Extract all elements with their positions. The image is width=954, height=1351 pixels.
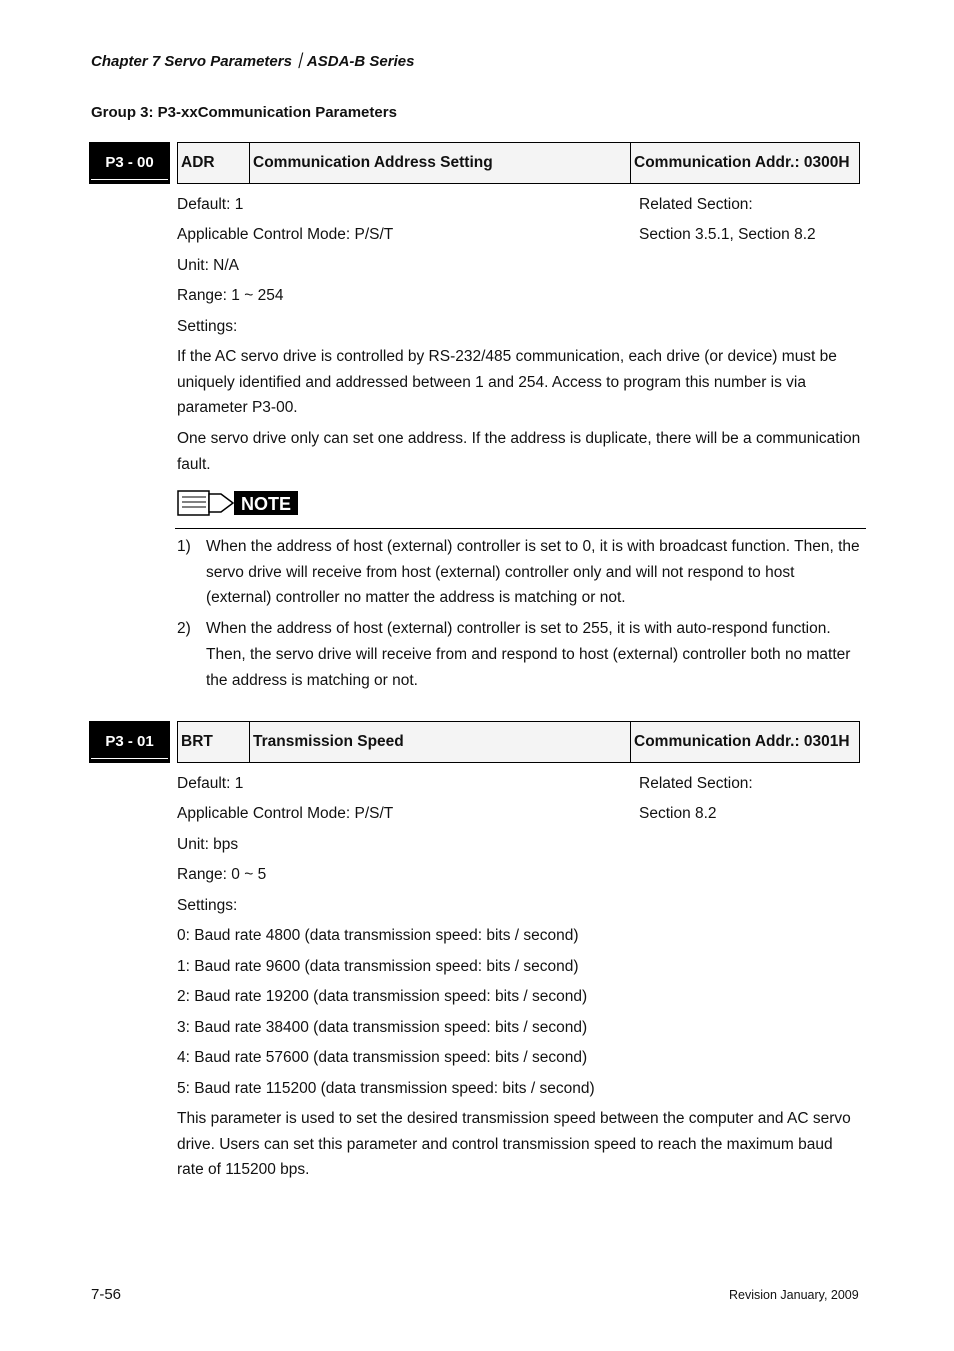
revision-date: Revision January, 2009 <box>729 1288 859 1302</box>
baud-option: 2: Baud rate 19200 (data transmission speed: bits / second) <box>177 988 588 1005</box>
baud-option: 4: Baud rate 57600 (data transmission speed: bits / second) <box>177 1049 588 1066</box>
param-header-table <box>177 721 860 763</box>
chapter-header: Chapter 7 Servo Parameters｜ASDA-B Series <box>91 53 415 70</box>
settings-paragraph: If the AC servo drive is controlled by RS-232/485 communication, each drive (or device) must be uniquely identified and addressed between 1 and 254. Access to program this number is via parameter P3-00. <box>177 348 837 417</box>
param-default: Default: 1 <box>177 775 244 792</box>
param-abbr: ADR <box>178 143 250 183</box>
param-comm-addr: Communication Addr.: 0301H <box>634 733 850 750</box>
param-control-mode: Applicable Control Mode: P/S/T <box>177 805 394 822</box>
param-description: This parameter is used to set the desired transmission speed between the computer and AC servo drive. Users can set this parameter and control transmission speed to reach the maximum baud rate of 115200 bps. <box>177 1110 851 1179</box>
note-label: NOTE <box>240 494 292 514</box>
settings-paragraph: One servo drive only can set one address. If the address is duplicate, there will be a communication fault. <box>177 430 861 473</box>
param-range: Range: 0 ~ 5 <box>177 866 267 883</box>
param-id-badge <box>89 142 170 184</box>
param-id: P3 - 01 <box>91 733 167 759</box>
note-list <box>177 534 863 698</box>
param-unit: Unit: bps <box>177 836 239 853</box>
note-icon <box>177 489 299 517</box>
param-name: Communication Address Setting <box>250 143 631 183</box>
list-item-text: When the address of host (external) controller is set to 255, it is with auto-respond function. Then, the servo drive will receive from and respond to host (external) controller both no matter the address is matching or not. <box>206 620 851 689</box>
param-comm-addr: Communication Addr.: 0300H <box>634 154 850 171</box>
param-unit: Unit: N/A <box>177 257 240 274</box>
list-item <box>177 616 863 693</box>
param-control-mode: Applicable Control Mode: P/S/T <box>177 226 394 243</box>
group-title: Group 3: P3-xxCommunication Parameters <box>91 104 397 121</box>
param-abbr: BRT <box>178 722 250 762</box>
note-divider <box>175 528 866 529</box>
param-default: Default: 1 <box>177 196 244 213</box>
related-section-label: Related Section: <box>639 196 753 213</box>
param-settings-label: Settings: <box>177 318 238 335</box>
related-section-value: Section 8.2 <box>639 805 717 822</box>
related-section-label: Related Section: <box>639 775 753 792</box>
baud-option: 1: Baud rate 9600 (data transmission speed: bits / second) <box>177 958 579 975</box>
page-number: 7-56 <box>91 1286 122 1303</box>
related-section-value: Section 3.5.1, Section 8.2 <box>639 226 816 243</box>
list-item-number: 1) <box>177 538 191 555</box>
param-name: Transmission Speed <box>250 722 631 762</box>
baud-option: 3: Baud rate 38400 (data transmission speed: bits / second) <box>177 1019 588 1036</box>
param-range: Range: 1 ~ 254 <box>177 287 284 304</box>
param-header-table <box>177 142 860 184</box>
list-item-text: When the address of host (external) controller is set to 0, it is with broadcast function. Then, the servo drive will receive from host (external) controller only and will not respond to host (external) controller no matter the address is matching or not. <box>206 538 860 607</box>
list-item <box>177 534 863 611</box>
param-settings-label: Settings: <box>177 897 238 914</box>
baud-option: 0: Baud rate 4800 (data transmission speed: bits / second) <box>177 927 579 944</box>
param-id: P3 - 00 <box>91 154 167 180</box>
list-item-number: 2) <box>177 620 191 638</box>
baud-option: 5: Baud rate 115200 (data transmission speed: bits / second) <box>177 1080 595 1097</box>
param-id-badge <box>89 721 170 763</box>
